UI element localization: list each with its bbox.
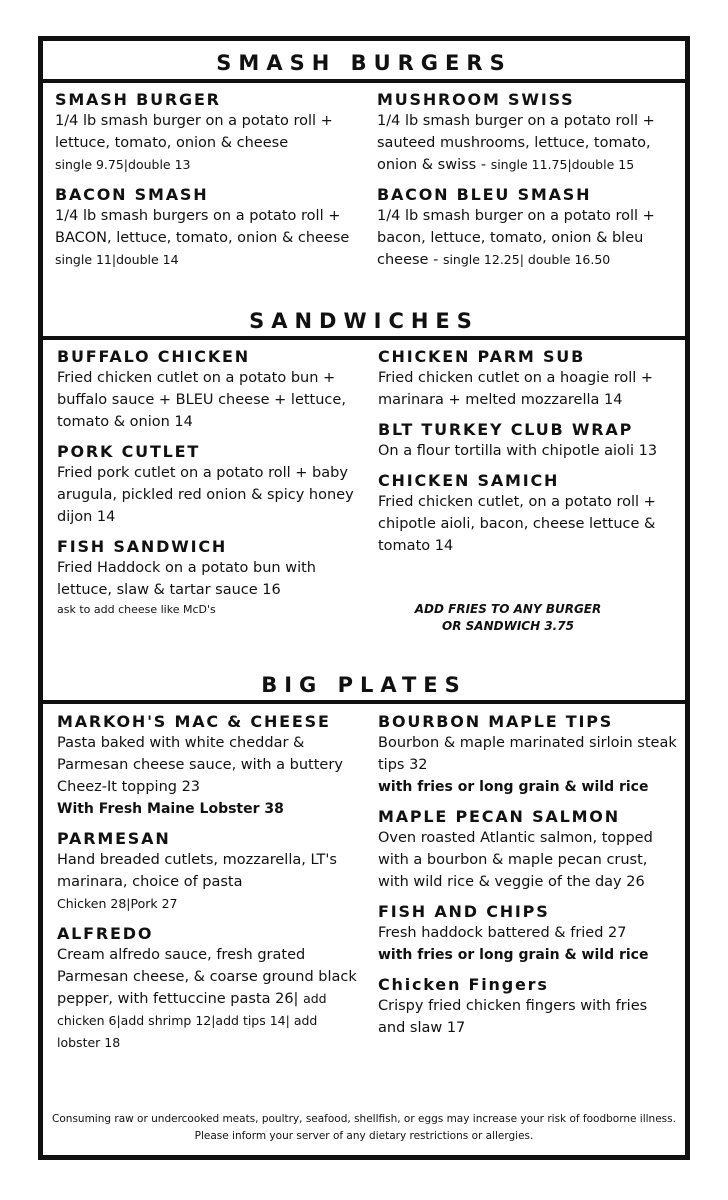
item-name: MARKOH'S MAC & CHEESE [57, 712, 331, 731]
item-name: PARMESAN [57, 829, 171, 848]
menu-item-pork-cutlet [57, 441, 357, 528]
item-name: FISH SANDWICH [57, 537, 228, 556]
item-name: Chicken Fingers [378, 975, 549, 994]
item-price: single 11|double 14 [55, 252, 179, 267]
item-name: BUFFALO CHICKEN [57, 347, 250, 366]
item-name: BACON BLEU SMASH [377, 185, 592, 204]
plates-right-column [378, 711, 678, 1047]
item-name: PORK CUTLET [57, 442, 201, 461]
item-name: CHICKEN PARM SUB [378, 347, 586, 366]
item-extra: With Fresh Maine Lobster 38 [57, 801, 284, 817]
divider [43, 336, 685, 340]
plates-left-column [57, 711, 357, 1062]
menu-item-alfredo [57, 923, 357, 1054]
item-description: Oven roasted Atlantic salmon, topped with a bourbon & maple pecan crust, with wild rice & veggie of the day 26 [378, 830, 653, 890]
divider [43, 79, 685, 83]
menu-item-fish-and-chips [378, 901, 678, 966]
menu-item-blt-turkey-club-wrap [378, 419, 678, 462]
section-title-smash-burgers: SMASH BURGERS [216, 51, 512, 75]
menu-item-bourbon-maple-tips [378, 711, 678, 798]
item-price: single 12.25| double 16.50 [442, 252, 611, 267]
item-description: Fried pork cutlet on a potato roll + baby arugula, pickled red onion & spicy honey dijon 14 [57, 465, 354, 525]
item-description: Bourbon & maple marinated sirloin steak tips 32 with fries or long grain & wild rice [378, 732, 678, 798]
menu-item-chicken-fingers [378, 974, 678, 1039]
item-description: Fried chicken cutlet on a potato bun + buffalo sauce + BLEU cheese + lettuce, tomato & onion 14 [57, 370, 346, 430]
item-price: single 9.75|double 13 [55, 157, 191, 172]
item-description: Fresh haddock battered & fried 27 with fries or long grain & wild rice [378, 922, 678, 966]
item-extra: with fries or long grain & wild rice [378, 779, 649, 795]
menu-item-chicken-samich [378, 470, 678, 557]
item-name: SMASH BURGER [55, 90, 221, 109]
item-description: 1/4 lb smash burgers on a potato roll + BACON, lettuce, tomato, onion & cheese single 11|double 14 [55, 208, 350, 267]
smash-right-column [377, 89, 677, 279]
menu-item-bacon-bleu-smash [377, 184, 677, 271]
item-price: single 11.75|double 15 [490, 157, 635, 172]
item-note: ask to add cheese like McD's [57, 603, 216, 616]
section-title-big-plates: BIG PLATES [261, 673, 467, 697]
section-title-sandwiches: SANDWICHES [249, 309, 479, 333]
item-addons: add chicken 6|add shrimp 12|add tips 14| add lobster 18 [57, 991, 327, 1050]
menu-item-smash-burger [55, 89, 355, 176]
menu-item-buffalo-chicken [57, 346, 357, 433]
menu-item-chicken-parm-sub [378, 346, 678, 411]
item-name: BOURBON MAPLE TIPS [378, 712, 614, 731]
item-price: Chicken 28|Pork 27 [57, 896, 178, 911]
menu-frame [38, 36, 690, 1160]
item-description: Cream alfredo sauce, fresh grated Parmesan cheese, & coarse ground black pepper, with fettuccine pasta 26| add chicken 6|add shrimp 12|add tips 14| add lobster 18 [57, 947, 357, 1050]
item-description: Hand breaded cutlets, mozzarella, LT's marinara, choice of pasta Chicken 28|Pork 27 [57, 852, 337, 911]
item-description: 1/4 lb smash burger on a potato roll + bacon, lettuce, tomato, onion & bleu cheese - single 12.25| double 16.50 [377, 208, 655, 268]
item-description: On a flour tortilla with chipotle aioli 13 [378, 443, 658, 459]
item-description: Crispy fried chicken fingers with fries and slaw 17 [378, 998, 648, 1036]
divider [43, 700, 685, 704]
item-name: CHICKEN SAMICH [378, 471, 560, 490]
item-name: MUSHROOM SWISS [377, 90, 575, 109]
item-extra: with fries or long grain & wild rice [378, 947, 649, 963]
menu-item-mushroom-swiss [377, 89, 677, 176]
item-name: ALFREDO [57, 924, 154, 943]
smash-left-column [55, 89, 355, 279]
item-description: 1/4 lb smash burger on a potato roll + sauteed mushrooms, lettuce, tomato, onion & swiss - single 11.75|double 15 [377, 113, 655, 173]
sandwiches-left-column [57, 346, 357, 627]
item-description: 1/4 lb smash burger on a potato roll + lettuce, tomato, onion & cheese single 9.75|double 13 [55, 113, 333, 172]
item-name: FISH AND CHIPS [378, 902, 550, 921]
item-description: Pasta baked with white cheddar & Parmesan cheese sauce, with a buttery Cheez-It topping 23 With Fresh Maine Lobster 38 [57, 732, 357, 820]
item-name: BACON SMASH [55, 185, 209, 204]
sandwiches-right-column [378, 346, 678, 565]
item-description: Fried Haddock on a potato bun with lettuce, slaw & tartar sauce 16 ask to add cheese like McD's [57, 557, 357, 619]
menu-item-bacon-smash [55, 184, 355, 271]
add-fries-note: ADD FRIES TO ANY BURGER OR SANDWICH 3.75 [414, 602, 602, 633]
item-name: BLT TURKEY CLUB WRAP [378, 420, 634, 439]
menu-item-mac-and-cheese [57, 711, 357, 820]
item-name: MAPLE PECAN SALMON [378, 807, 620, 826]
menu-item-parmesan [57, 828, 357, 915]
item-description: Fried chicken cutlet, on a potato roll + chipotle aioli, bacon, cheese lettuce & tomato 14 [378, 494, 656, 554]
item-description: Fried chicken cutlet on a hoagie roll + marinara + melted mozzarella 14 [378, 370, 654, 408]
menu-item-maple-pecan-salmon [378, 806, 678, 893]
allergy-disclaimer: Consuming raw or undercooked meats, poultry, seafood, shellfish, or eggs may increase your risk of foodborne illness. Please inform your server of any dietary restrictions or allergies. [52, 1113, 676, 1142]
menu-item-fish-sandwich [57, 536, 357, 619]
